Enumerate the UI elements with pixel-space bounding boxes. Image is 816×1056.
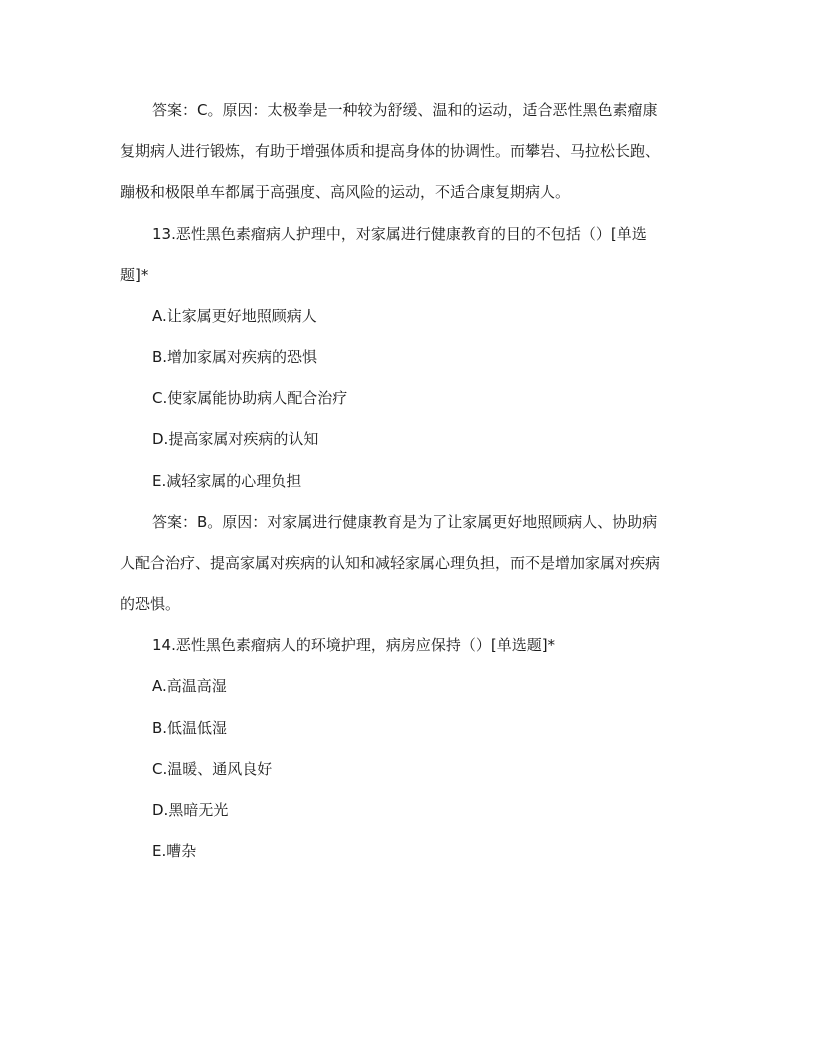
- q13-option-d: D.提高家属对疾病的认知: [152, 430, 319, 448]
- q14-option-a: A.高温高湿: [152, 677, 227, 695]
- q14-stem: 14.恶性黑色素瘤病人的环境护理，病房应保持（）[单选题]*: [152, 636, 556, 654]
- q13-option-a: A.让家属更好地照顾病人: [152, 307, 317, 325]
- q14-option-c: C.温暖、通风良好: [152, 760, 273, 778]
- q13-option-b: B.增加家属对疾病的恐惧: [152, 348, 318, 366]
- q13-answer-line-2: 人配合治疗、提高家属对疾病的认知和减轻家属心理负担，而不是增加家属对疾病: [120, 554, 661, 572]
- q13-stem-line-2: 题]*: [120, 266, 149, 284]
- q13-answer-line-1: 答案：B。原因：对家属进行健康教育是为了让家属更好地照顾病人、协助病: [152, 513, 658, 531]
- q14-option-e: E.嘈杂: [152, 842, 197, 860]
- q12-answer-line-3: 蹦极和极限单车都属于高强度、高风险的运动，不适合康复期病人。: [120, 183, 571, 201]
- q13-answer-line-3: 的恐惧。: [120, 595, 181, 613]
- q13-option-c: C.使家属能协助病人配合治疗: [152, 389, 348, 407]
- q14-option-d: D.黑暗无光: [152, 801, 229, 819]
- q14-option-b: B.低温低湿: [152, 719, 228, 737]
- q13-option-e: E.减轻家属的心理负担: [152, 472, 302, 490]
- q12-answer-line-1: 答案：C。原因：太极拳是一种较为舒缓、温和的运动，适合恶性黑色素瘤康: [152, 101, 658, 119]
- q12-answer-line-2: 复期病人进行锻炼，有助于增强体质和提高身体的协调性。而攀岩、马拉松长跑、: [120, 142, 661, 160]
- q13-stem-line-1: 13.恶性黑色素瘤病人护理中，对家属进行健康教育的目的不包括（）[单选: [152, 225, 647, 243]
